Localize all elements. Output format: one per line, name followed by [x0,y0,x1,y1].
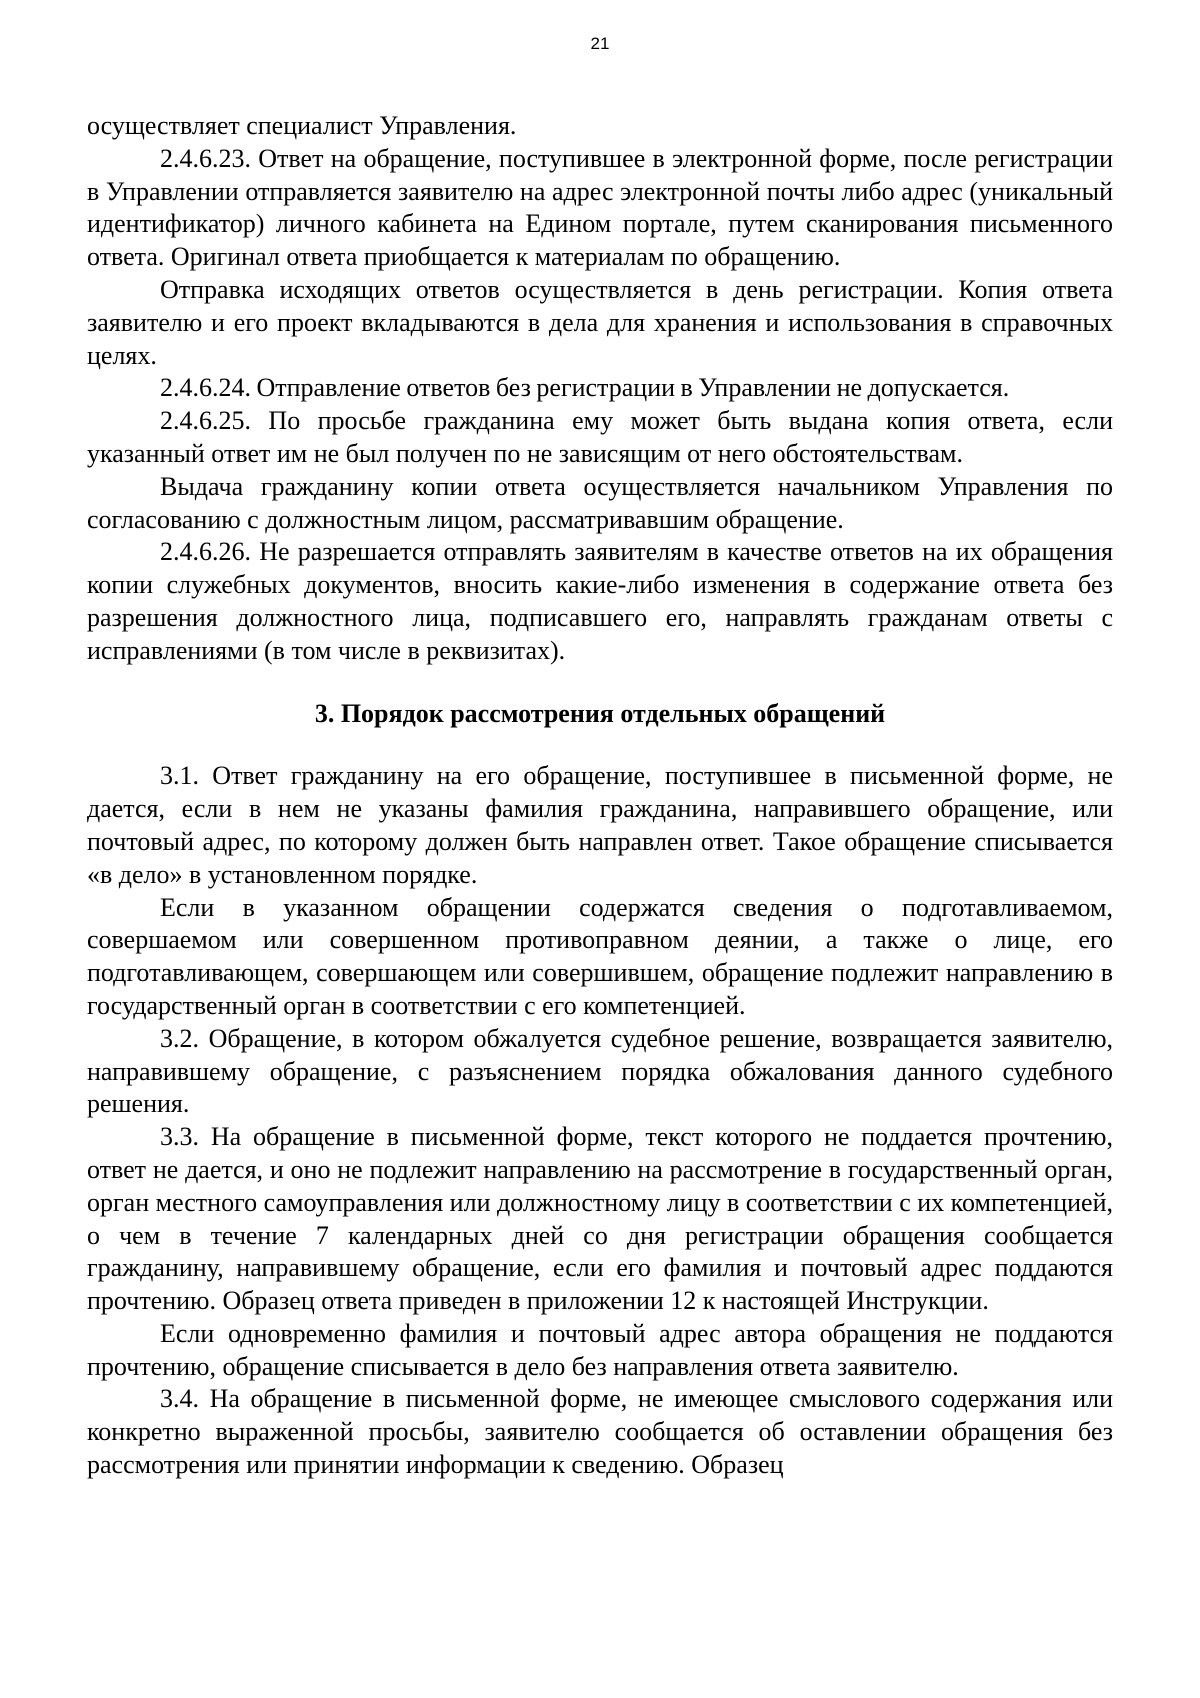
paragraph-unreadable-author: Если одновременно фамилия и почтовый адрес автора обращения не поддаются прочтению, обращение списывается в дело без направления ответа заявителю. [87,1318,1113,1381]
paragraph-3-4: 3.4. На обращение в письменной форме, не имеющее смыслового содержания или конкретно выраженной просьбы, заявителю сообщается об оставлении обращения без рассмотрения или принятии информации к сведению. Образец [87,1384,1113,1480]
paragraph-2-4-6-23: 2.4.6.23. Ответ на обращение, поступившее в электронной форме, после регистрации в Управлении отправляется заявителю на адрес электронной почты либо адрес (уникальный идентификатор) личного кабинета на Едином портале, путем сканирования письменного ответа. Оригинал ответа приобщается к материалам по обращению. [87,143,1113,272]
document-body [87,110,1113,1482]
section-heading: 3. Порядок рассмотрения отдельных обращений [314,698,886,728]
paragraph-3-2: 3.2. Обращение, в котором обжалуется судебное решение, возвращается заявителю, направившему обращение, с разъяснением порядка обжалования данного судебного решения. [87,1023,1113,1119]
paragraph-2-4-6-24: 2.4.6.24. Отправление ответов без регистрации в Управлении не допускается. [160,373,1010,403]
paragraph-unlawful-act: Если в указанном обращении содержатся сведения о подготавливаемом, совершаемом или совершенном противоправном деянии, а также о лице, его подготавливающем, совершающем или совершившем, обращение подлежит направлению в государственный орган в соответствии с его компетенцией. [87,892,1113,1020]
page-number: 21 [590,34,610,53]
paragraph-3-3: 3.3. На обращение в письменной форме, текст которого не поддается прочтению, ответ не дается, и оно не подлежит направлению на рассмотрение в государственный орган, орган местного самоуправления или должностному лицу в соответствии с их компетенцией, о чем в течение 7 календарных дней со дня регистрации обращения сообщается гражданину, направившему обращение, если его фамилия и почтовый адрес поддаются прочтению. Образец ответа приведен в приложении 12 к настоящей Инструкции. [87,1122,1113,1316]
paragraph-outgoing-dispatch: Отправка исходящих ответов осуществляется в день регистрации. Копия ответа заявителю и его проект вкладываются в дела для хранения и использования в справочных целях. [87,274,1113,370]
paragraph-continuation: осуществляет специалист Управления. [87,111,517,140]
paragraph-copy-issuance: Выдача гражданину копии ответа осуществляется начальником Управления по согласованию с должностным лицом, рассматривавшим обращение. [87,471,1113,534]
paragraph-2-4-6-26: 2.4.6.26. Не разрешается отправлять заявителям в качестве ответов на их обращения копии служебных документов, вносить какие-либо изменения в содержание ответа без разрешения должностного лица, подписавшего его, направлять гражданам ответы с исправлениями (в том числе в реквизитах). [87,537,1113,665]
paragraph-3-1: 3.1. Ответ гражданину на его обращение, поступившее в письменной форме, не дается, если в нем не указаны фамилия гражданина, направившего обращение, или почтовый адрес, по которому должен быть направлен ответ. Такое обращение списывается «в дело» в установленном порядке. [87,761,1113,889]
paragraph-2-4-6-25: 2.4.6.25. По просьбе гражданина ему может быть выдана копия ответа, если указанный ответ им не был получен по не зависящим от него обстоятельствам. [87,406,1113,468]
